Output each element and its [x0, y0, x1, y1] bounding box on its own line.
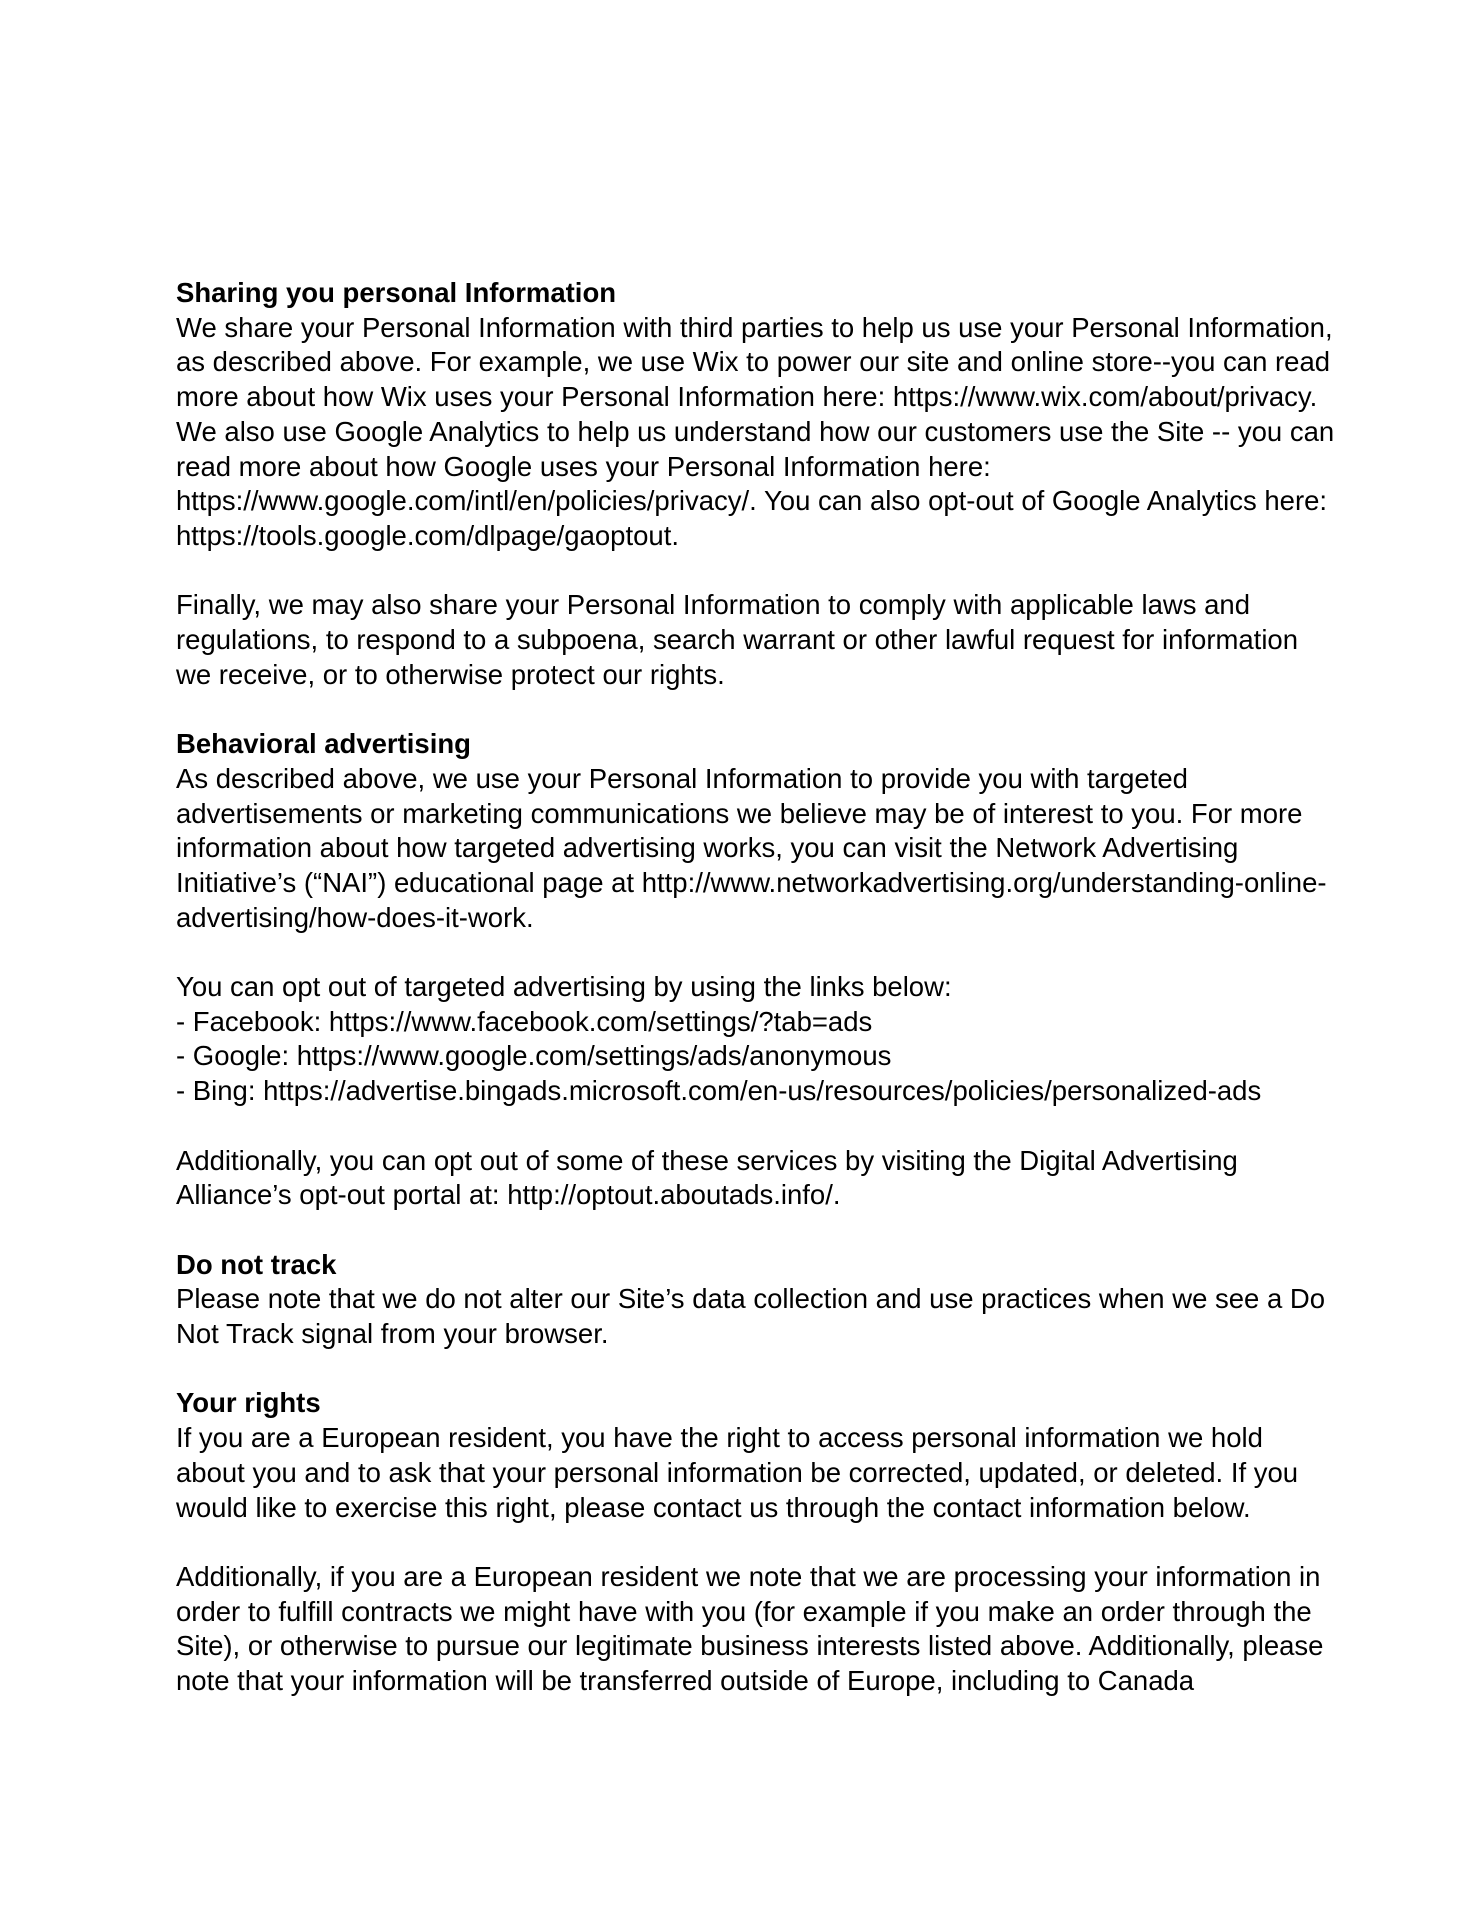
section-title-behavioral-advertising: Behavioral advertising: [176, 728, 471, 760]
sharing-paragraph-2: Finally, we may also share your Personal Information to comply with applicable laws and regulations, to respond to a subpoena, search warrant or other lawful request for information we receive, or to otherwise protect our rights.: [176, 589, 1299, 690]
section-title-sharing: Sharing you personal Information: [176, 277, 617, 308]
spacer: [176, 692, 1336, 727]
spacer: [176, 1109, 1336, 1144]
spacer: [176, 935, 1336, 970]
spacer: [176, 1352, 1336, 1387]
your-rights-paragraph-1: If you are a European resident, you have the right to access personal information we hold about you and to ask that your personal information be corrected, updated, or deleted. If you would like to exercise this right, please contact us through the contact information below.: [176, 1422, 1299, 1523]
optout-intro: You can opt out of targeted advertising by using the links below:: [176, 971, 952, 1003]
section-title-do-not-track: Do not track: [176, 1248, 337, 1280]
behavioral-paragraph-3: Additionally, you can opt out of some of these services by visiting the Digital Advertising Alliance’s opt-out portal at: http://optout.aboutads.info/.: [176, 1144, 1238, 1211]
optout-link-bing: - Bing: https://advertise.bingads.microsoft.com/en-us/resources/policies/personalized-ads: [176, 1075, 1262, 1107]
behavioral-paragraph-1: As described above, we use your Personal Information to provide you with targeted advertisements or marketing communications we believe may be of interest to you. For more information about how targeted advertising works, you can visit the Network Advertising Initiative’s (“NAI”) educational page at http://www.networkadvertising.org/understanding-online-advertising/how-does-it-work.: [176, 762, 1327, 933]
spacer: [176, 1213, 1336, 1248]
section-title-your-rights: Your rights: [176, 1387, 321, 1419]
spacer: [176, 554, 1336, 589]
sharing-paragraph-1: We share your Personal Information with third parties to help us use your Personal Information, as described above. For example, we use Wix to power our site and online store--you can read more about how Wix uses your Personal Information here: https://www.wix.com/about/privacy. We also use Google Analytics to help us understand how our customers use the Site -- you can read more about how Google uses your Personal Information here: https://www.google.com/intl/en/policies/privacy/. You can also opt-out of Google Analytics here: https://tools.google.com/dlpage/gaoptout.: [176, 311, 1335, 551]
document-page: [176, 276, 1336, 1699]
optout-link-facebook: - Facebook: https://www.facebook.com/settings/?tab=ads: [176, 1005, 873, 1037]
your-rights-paragraph-2: Additionally, if you are a European resident we note that we are processing your information in order to fulfill contracts we might have with you (for example if you make an order through the Site), or otherwise to pursue our legitimate business interests listed above. Additionally, please note that your information will be transferred outside of Europe, including to Canada: [176, 1560, 1324, 1697]
spacer: [176, 1525, 1336, 1560]
do-not-track-paragraph: Please note that we do not alter our Site’s data collection and use practices when we see a Do Not Track signal from your browser.: [176, 1283, 1326, 1350]
optout-link-google: - Google: https://www.google.com/settings/ads/anonymous: [176, 1040, 892, 1072]
